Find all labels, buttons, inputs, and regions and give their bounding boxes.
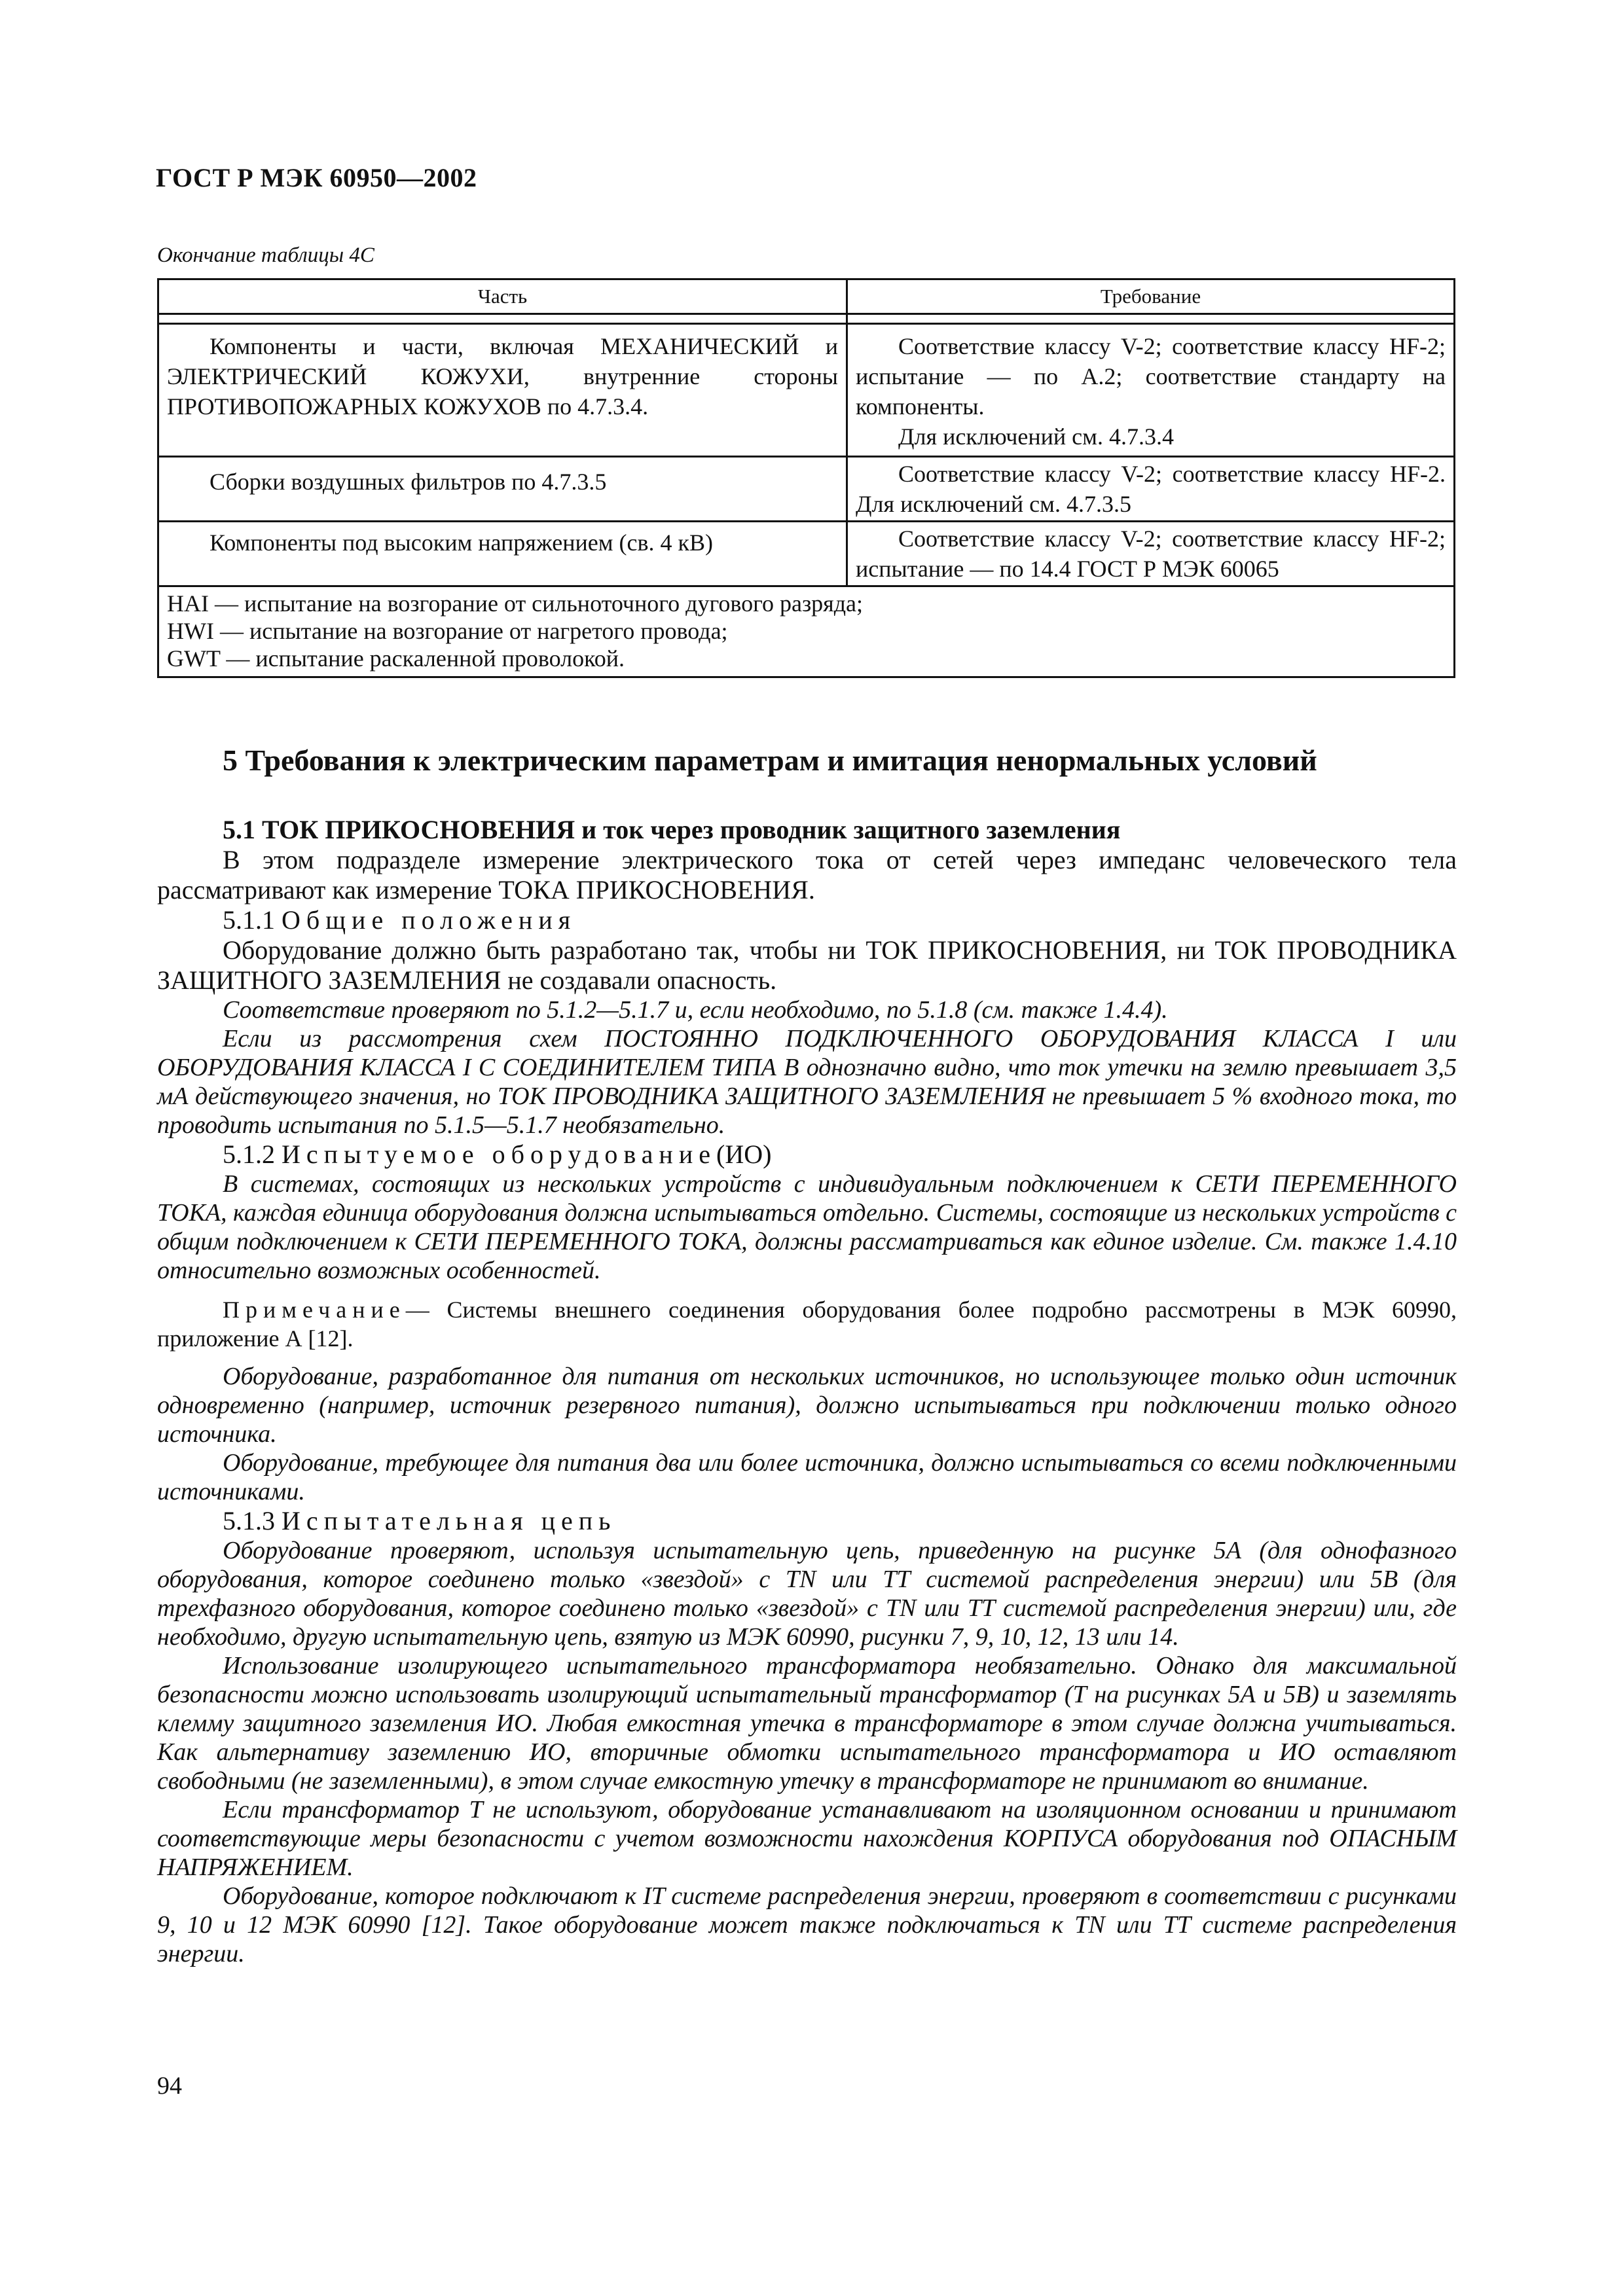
document-header: ГОСТ Р МЭК 60950—2002 xyxy=(156,163,477,192)
table-cell-requirement: Соответствие классу V-2; соответствие классу HF-2; испытание — по 14.4 ГОСТ Р МЭК 60065 xyxy=(847,522,1455,586)
clause-heading-5-1-3 xyxy=(157,1506,1457,1536)
clause-title: Испытательная цепь xyxy=(282,1506,617,1535)
clause-number: 5.1.3 xyxy=(223,1506,275,1535)
section-title: 5 Требования к электрическим параметрам и имитация ненормальных условий xyxy=(223,744,1317,777)
document-body xyxy=(157,815,1457,1968)
requirement-text: Соответствие классу V-2; соответствие классу HF-2; испытание — по А.2; соответствие стандарту на компоненты. xyxy=(856,333,1446,420)
table-cell-part: Компоненты и части, включая МЕХАНИЧЕСКИЙ и ЭЛЕКТРИЧЕСКИЙ КОЖУХИ, внутренние стороны ПРОТИВОПОЖАРНЫХ КОЖУХОВ по 4.7.3.4. xyxy=(158,324,847,457)
note-label: Примечание xyxy=(223,1297,406,1323)
clause-number: 5.1.1 xyxy=(223,905,275,935)
table-row xyxy=(158,324,1455,457)
note-hwi: HWI — испытание на возгорание от нагретого провода; xyxy=(167,618,728,644)
table-cell-requirement: Соответствие классу V-2; соответствие классу HF-2. Для исключений см. 4.7.3.5 xyxy=(847,457,1455,522)
paragraph-italic: Если из рассмотрения схем ПОСТОЯННО ПОДКЛЮЧЕННОГО ОБОРУДОВАНИЯ КЛАССА I или ОБОРУДОВАНИЯ КЛАССА I С СОЕДИНИТЕЛЕМ ТИПА В однозначно видно, что ток утечки на землю превышает 3,5 мА действующего значения, но ТОК ПРОВОДНИКА ЗАЩИТНОГО ЗАЗЕМЛЕНИЯ не превышает 5 % входного тока, то проводить испытания по 5.1.5—5.1.7 необязательно. xyxy=(157,1025,1457,1139)
table-caption: Окончание таблицы 4С xyxy=(157,243,374,267)
table-cell-part: Компоненты под высоким напряжением (св. 4 кВ) xyxy=(158,522,847,586)
table-notes xyxy=(158,586,1455,677)
paragraph-italic: В системах, состоящих из нескольких устройств с индивидуальным подключением к СЕТИ ПЕРЕМЕННОГО ТОКА, каждая единица оборудования должна испытываться отдельно. Системы, состоящие из нескольких устройств с общим подключением к СЕТИ ПЕРЕМЕННОГО ТОКА, должны рассматриваться как единое изделие. См. также 1.4.10 относительно возможных особенностей. xyxy=(157,1170,1457,1284)
clause-abbreviation: (ИО) xyxy=(716,1139,772,1169)
requirement-exception: Для исключений см. 4.7.3.4 xyxy=(898,423,1174,450)
page-number: 94 xyxy=(157,2072,182,2100)
column-header-requirement: Требование xyxy=(847,279,1455,314)
paragraph-italic: Оборудование, требующее для питания два или более источника, должно испытываться со всеми подключенными источниками. xyxy=(157,1449,1457,1505)
clause-number: 5.1.2 xyxy=(223,1139,275,1169)
note-text: — Системы внешнего соединения оборудования более подробно рассмотрены в МЭК 60990, приложение А [12]. xyxy=(157,1297,1457,1352)
paragraph-italic: Если трансформатор Т не используют, оборудование устанавливают на изоляционном основании и принимают соответствующие меры безопасности с учетом возможности нахождения КОРПУСА оборудования под ОПАСНЫМ НАПРЯЖЕНИЕМ. xyxy=(157,1796,1457,1881)
paragraph-italic: Оборудование, разработанное для питания от нескольких источников, но использующее только один источник одновременно (например, источник резервного питания), должно испытываться при подключении только одного источника. xyxy=(157,1363,1457,1448)
table-cell-requirement xyxy=(847,324,1455,457)
clause-title: Общие положения xyxy=(282,905,577,935)
subsection-title-5-1: 5.1 ТОК ПРИКОСНОВЕНИЯ и ток через проводник защитного заземления xyxy=(223,815,1121,844)
paragraph-compliance: Соответствие проверяют по 5.1.2—5.1.7 и, если необходимо, по 5.1.8 (см. также 1.4.4). xyxy=(223,996,1168,1024)
note-hai: HAI — испытание на возгорание от сильноточного дугового разряда; xyxy=(167,590,864,617)
note-gwt: GWT — испытание раскаленной проволокой. xyxy=(167,645,625,672)
clause-heading-5-1-1 xyxy=(157,905,1457,935)
paragraph: В этом подразделе измерение электрического тока от сетей через импеданс человеческого тела рассматривают как измерение ТОКА ПРИКОСНОВЕНИЯ. xyxy=(157,845,1457,905)
paragraph-italic: Оборудование, которое подключают к IT системе распределения энергии, проверяют в соответствии с рисунками 9, 10 и 12 МЭК 60990 [12]. Такое оборудование может также подключаться к TN или ТТ системе распределения энергии. xyxy=(157,1882,1457,1967)
clause-title: Испытуемое оборудование xyxy=(282,1139,716,1169)
table-row xyxy=(158,457,1455,522)
column-header-part: Часть xyxy=(158,279,847,314)
note-paragraph xyxy=(157,1295,1457,1353)
paragraph-italic: Оборудование проверяют, используя испытательную цепь, приведенную на рисунке 5А (для однофазного оборудования, которое соединено только «звездой» с TN или ТТ системой распределения энергии) или 5В (для трехфазного оборудования, которое соединено только «звездой» с TN или ТТ системой распределения энергии) или, где необходимо, другую испытательную цепь, взятую из МЭК 60990, рисунки 7, 9, 10, 12, 13 или 14. xyxy=(157,1537,1457,1651)
table-cell-part: Сборки воздушных фильтров по 4.7.3.5 xyxy=(158,457,847,522)
requirements-table xyxy=(157,278,1455,678)
clause-heading-5-1-2 xyxy=(157,1139,1457,1170)
paragraph: Оборудование должно быть разработано так, чтобы ни ТОК ПРИКОСНОВЕНИЯ, ни ТОК ПРОВОДНИКА ЗАЩИТНОГО ЗАЗЕМЛЕНИЯ не создавали опасность. xyxy=(157,935,1457,995)
paragraph-italic: Использование изолирующего испытательного трансформатора необязательно. Однако для максимальной безопасности можно использовать изолирующий испытательный трансформатор (Т на рисунках 5А и 5В) и заземлять клемму защитного заземления ИО. Любая емкостная утечка в трансформаторе в этом случае должна учитываться. Как альтернативу заземлению ИО, вторичные обмотки испытательного трансформатора и ИО оставляют свободными (не заземленными), в этом случае емкостную утечку в трансформаторе не принимают во внимание. xyxy=(157,1652,1457,1795)
table-notes-row xyxy=(158,586,1455,677)
table-row xyxy=(158,522,1455,586)
